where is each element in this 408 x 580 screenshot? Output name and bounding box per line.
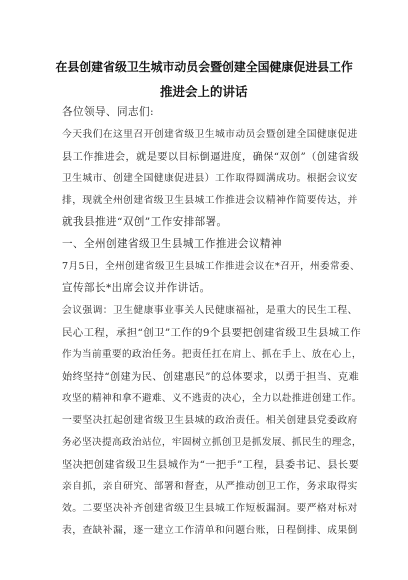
paragraph-line: 务必坚决提高政治站位，牢固树立抓创卫是抓发展、抓民生的理念， [62, 437, 362, 448]
paragraph-line: 亲自抓，亲自研究、部署和督查，从严推动创卫工作，务求取得实 [62, 481, 358, 492]
paragraph-line: 会议强调：卫生健康事业事关人民健康福祉，是重大的民生工程、 [62, 305, 358, 316]
document-title-line-1: 在县创建省级卫生城市动员会暨创建全国健康促进县工作 [55, 60, 353, 74]
paragraph-line: 7月5日，全州创建省级卫生县城工作推进会议在*召开，州委常委、 [62, 261, 361, 272]
paragraph-line: 效。二要坚决补齐创建省级卫生县城工作短板漏洞。要严格对标对 [62, 503, 358, 514]
paragraph-line: 县工作推进会，就是要以目标倒逼进度，确保“双创”（创建省级 [62, 152, 360, 163]
paragraph-line: 今天我们在这里召开创建省级卫生城市动员会暨创建全国健康促进 [62, 129, 358, 140]
paragraph-line: 表，查缺补漏，逐一建立工作清单和问题台账，日程倒排、成果倒 [62, 525, 358, 536]
paragraph-line: 一要坚决扛起创建省级卫生县城的政治责任。相关创建县党委政府 [62, 415, 358, 426]
document-title-line-2: 推进会上的讲话 [160, 84, 248, 99]
paragraph-line: 卫生城市、创建全国健康促进县）工作取得圆满成功。根据会议安 [62, 173, 358, 184]
paragraph-line: 排，现就全州创建省级卫生县城工作推进会议精神作简要传达，并 [62, 195, 358, 206]
paragraph-line: 坚决把创建省级卫生县城作为“一把手”工程，县委书记、县长要 [62, 460, 360, 471]
paragraph-line: 作为当前重要的政治任务。把责任扛在肩上、抓在手上、放在心上， [62, 349, 362, 360]
paragraph-line: 宣传部长*出席会议并作讲话。 [62, 282, 211, 294]
paragraph-line: 始终坚持“创建为民、创建惠民”的总体要求，以勇于担当、克难 [62, 372, 360, 383]
salutation: 各位领导、同志们: [62, 106, 154, 118]
paragraph-line: 民心工程，承担“创卫”工作的9个县要把创建省级卫生县城工作 [62, 327, 361, 339]
section-heading: 一、全州创建省级卫生县城工作推进会议精神 [62, 238, 282, 250]
paragraph-line: 就我县推进“双创”工作安排部署。 [62, 216, 228, 228]
paragraph-line: 攻坚的精神和拿不避难、义不逃责的决心，全力以赴推进创建工作。 [62, 393, 362, 404]
